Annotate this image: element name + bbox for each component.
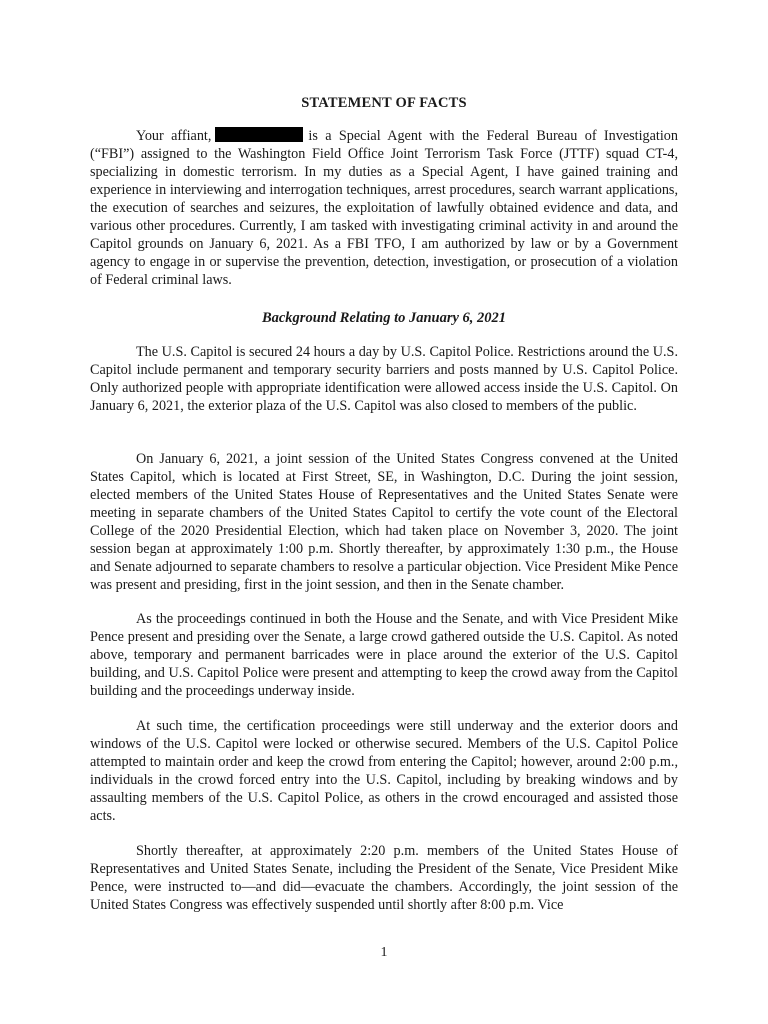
page-number: 1 [380,945,388,960]
paragraph-joint-session: On January 6, 2021, a joint session of the United States Congress convened at the United States Capitol, which is located at First Street, SE, in Washington, D.C. During the joint session, elected members of the United States House of Representatives and the United States Senate were meeting in separate chambers of the United States Capitol to certify the vote count of the Electoral College of the 2020 Presidential Election, which had taken place on November 3, 2020. The joint session began at approximately 1:00 p.m. Shortly thereafter, by approximately 1:30 p.m., the House and Senate adjourned to separate chambers to resolve a particular objection. Vice President Mike Pence was present and presiding, first in the joint session, and then in the Senate chamber. [90,451,678,593]
paragraph-crowd-gathered: As the proceedings continued in both the House and the Senate, and with Vice President Mike Pence present and presiding over the Senate, a large crowd gathered outside the U.S. Capitol. As noted above, temporary and permanent barricades were in place around the exterior of the U.S. Capitol building, and U.S. Capitol Police were present and attempting to keep the crowd away from the Capitol building and the proceedings underway inside. [90,611,678,699]
affiant-intro-text: Your affiant, [136,128,212,144]
paragraph-forced-entry: At such time, the certification proceedings were still underway and the exterior doors and windows of the U.S. Capitol were locked or otherwise secured. Members of the U.S. Capitol Police attempted to maintain order and keep the crowd from entering the Capitol; however, around 2:00 p.m., individuals in the crowd forced entry into the U.S. Capitol, including by breaking windows and by assaulting members of the U.S. Capitol Police, as others in the crowd encouraged and assisted those acts. [90,718,678,824]
affiant-paragraph [90,127,678,289]
redaction-box [215,127,303,142]
paragraph-evacuation: Shortly thereafter, at approximately 2:20 p.m. members of the United States House of Representatives and United States Senate, including the President of the Senate, Vice President Mike Pence, were instructed to—and did—evacuate the chambers. Accordingly, the joint session of the United States Congress was effectively suspended until shortly after 8:00 p.m. Vice [90,843,678,913]
document-title: STATEMENT OF FACTS [301,95,467,111]
section-heading: Background Relating to January 6, 2021 [261,310,507,326]
affiant-body-text: is a Special Agent with the Federal Bureau of Investigation (“FBI”) assigned to the Washington Field Office Joint Terrorism Task Force (JTTF) squad CT-4, specializing in domestic terrorism. In my duties as a Special Agent, I have gained training and experience in interviewing and interrogation techniques, arrest procedures, search warrant applications, the execution of searches and seizures, the exploitation of lawfully obtained evidence and data, and various other procedures. Currently, I am tasked with investigating criminal activity in and around the Capitol grounds on January 6, 2021. As a FBI TFO, I am authorized by law or by a Government agency to engage in or supervise the prevention, detection, investigation, or prosecution of a violation of Federal criminal laws. [90,128,678,288]
paragraph-capitol-security: The U.S. Capitol is secured 24 hours a day by U.S. Capitol Police. Restrictions around the U.S. Capitol include permanent and temporary security barriers and posts manned by U.S. Capitol Police. Only authorized people with appropriate identification were allowed access inside the U.S. Capitol. On January 6, 2021, the exterior plaza of the U.S. Capitol was also closed to members of the public. [90,344,678,414]
